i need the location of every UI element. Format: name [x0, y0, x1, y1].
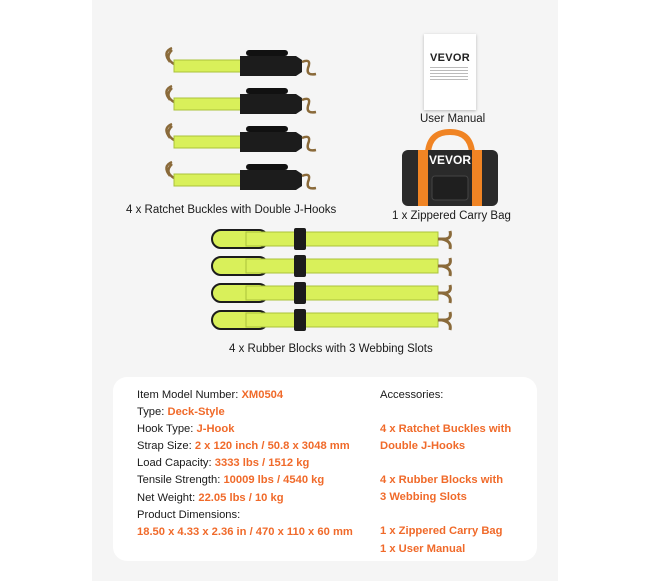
webbing-strap — [246, 259, 438, 273]
bag-caption: 1 x Zippered Carry Bag — [392, 210, 511, 222]
spec-row: Net Weight: 22.05 lbs / 10 kg — [137, 491, 284, 504]
dimensions-value: 18.50 x 4.33 x 2.36 in / 470 x 110 x 60 mm — [137, 525, 353, 538]
rubber-block — [294, 255, 306, 277]
spec-row: Product Dimensions: — [137, 508, 241, 521]
specs-list — [137, 387, 353, 541]
webbing-strap — [174, 136, 246, 148]
bag-handle — [428, 132, 472, 152]
bag-strap-right — [472, 150, 482, 206]
accessory-line: Double J-Hooks — [380, 440, 466, 453]
manual-caption: User Manual — [420, 113, 486, 125]
manual-brand-logo: VEVOR — [430, 52, 471, 64]
accessory-line: 4 x Ratchet Buckles with — [380, 423, 512, 436]
ratchet-buckle — [166, 124, 316, 152]
webbing-strap-roll — [212, 309, 450, 331]
webbing-strap — [246, 313, 438, 327]
ratchet-handle — [246, 164, 288, 170]
j-hook — [302, 99, 316, 113]
ratchet-buckle — [166, 86, 316, 114]
spec-row: Type: Deck-Style — [137, 406, 225, 419]
j-hook — [166, 48, 174, 64]
webbing-strap-roll — [212, 228, 450, 250]
ratchet-caption: 4 x Ratchet Buckles with Double J-Hooks — [126, 204, 337, 216]
j-hook — [166, 162, 174, 178]
j-hook — [438, 231, 450, 249]
specs-card — [113, 377, 537, 561]
accessory-line: 1 x Zippered Carry Bag — [380, 525, 503, 538]
webbing-straps-illustration — [206, 222, 456, 340]
spec-row: Hook Type: J-Hook — [137, 423, 235, 436]
webbing-strap-roll — [212, 255, 450, 277]
j-hook — [438, 312, 450, 330]
j-hook — [166, 86, 174, 102]
bag-side-pocket — [432, 176, 468, 200]
webbing-strap — [174, 60, 246, 72]
ratchet-buckle — [166, 162, 316, 190]
ratchet-handle — [246, 50, 288, 56]
ratchet-buckles-illustration — [160, 46, 320, 196]
spec-row: Load Capacity: 3333 lbs / 1512 kg — [137, 457, 310, 470]
carry-bag-illustration — [396, 128, 506, 206]
ratchet-handle — [246, 88, 288, 94]
j-hook — [438, 285, 450, 303]
rubber-block — [294, 309, 306, 331]
webbing-strap — [246, 232, 438, 246]
rubber-block — [294, 282, 306, 304]
user-manual-booklet — [424, 34, 476, 110]
webbing-strap-roll — [212, 282, 450, 304]
webbing-strap — [246, 286, 438, 300]
j-hook — [438, 258, 450, 276]
j-hook — [302, 61, 316, 75]
j-hook — [166, 124, 174, 140]
manual-text-lines — [430, 67, 468, 81]
straps-caption: 4 x Rubber Blocks with 3 Webbing Slots — [229, 343, 433, 355]
accessory-line: 1 x User Manual — [380, 542, 466, 555]
spec-row: Strap Size: 2 x 120 inch / 50.8 x 3048 mm — [137, 440, 350, 453]
j-hook — [302, 137, 316, 151]
ratchet-buckle — [166, 48, 316, 76]
spec-row: Tensile Strength: 10009 lbs / 4540 kg — [137, 474, 325, 487]
accessories-title: Accessories: — [380, 389, 444, 401]
accessories-list — [380, 387, 511, 558]
accessory-line: 3 Webbing Slots — [380, 491, 467, 504]
bag-strap-left — [418, 150, 428, 206]
j-hook — [302, 175, 316, 189]
spec-row: Item Model Number: XM0504 — [137, 389, 284, 401]
webbing-strap — [174, 174, 246, 186]
ratchet-body — [240, 132, 302, 152]
ratchet-body — [240, 94, 302, 114]
rubber-block — [294, 228, 306, 250]
accessory-line: 4 x Rubber Blocks with — [380, 474, 504, 487]
ratchet-body — [240, 170, 302, 190]
ratchet-handle — [246, 126, 288, 132]
webbing-strap — [174, 98, 246, 110]
ratchet-body — [240, 56, 302, 76]
bag-brand-logo: VEVOR — [428, 153, 472, 167]
